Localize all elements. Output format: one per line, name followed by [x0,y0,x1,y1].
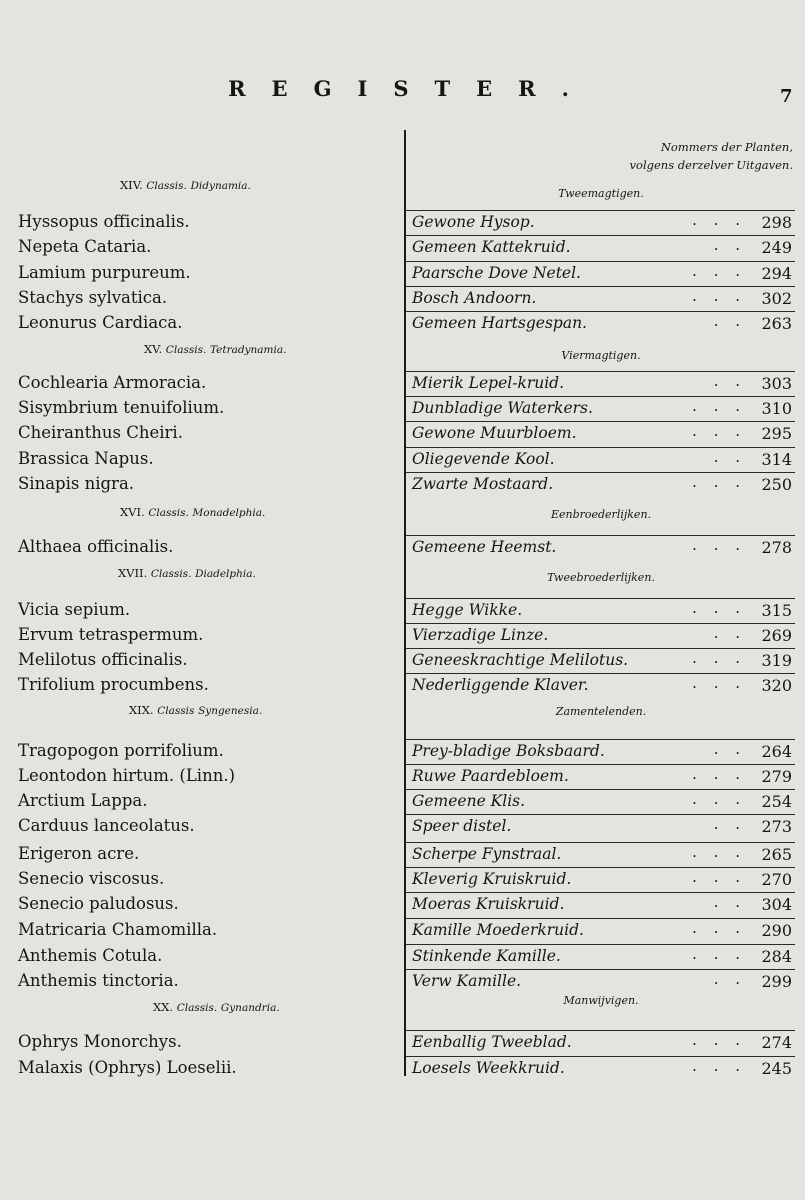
latin-name: Melilotus officinalis. [18,650,188,669]
section-roman: XIX. [129,703,154,717]
plant-number: 249 [761,238,792,257]
plant-number: 320 [761,676,792,695]
latin-name: Cheiranthus Cheiri. [18,423,183,442]
latin-name: Malaxis (Ophrys) Loeselii. [18,1058,237,1077]
dutch-name: Eenballig Tweeblad. [412,1033,572,1051]
dutch-name: Vierzadige Linze. [412,626,549,644]
register-row [406,892,795,917]
leader-dots: · · [713,376,746,394]
register-row [406,210,795,235]
register-row [406,842,795,867]
latin-name: Carduus lanceolatus. [18,816,195,835]
dutch-name: Nederliggende Klaver. [412,676,589,694]
register-row [406,739,795,764]
leader-dots: · · · [692,872,746,890]
dutch-name: Paarsche Dove Netel. [412,264,581,282]
register-row [406,764,795,789]
dutch-name: Dunbladige Waterkers. [412,399,593,417]
section-class-name: Gynandria. [220,1002,280,1014]
plant-number: 284 [761,947,792,966]
dutch-name: Gemeen Kattekruid. [412,238,571,256]
dutch-name: Loesels Weekkruid. [412,1059,565,1077]
group-heading: Tweemagtigen. [558,187,644,200]
register-row [406,867,795,892]
latin-name: Sinapis nigra. [18,474,135,493]
dutch-name: Scherpe Fynstraal. [412,845,562,863]
dutch-name: Kamille Moederkruid. [412,921,584,939]
register-row [406,472,795,497]
dutch-name: Gewone Hysop. [412,213,535,231]
register-row [406,261,795,286]
latin-name: Vicia sepium. [18,600,131,619]
latin-name: Anthemis tinctoria. [18,971,179,990]
register-row [406,311,795,336]
plant-number: 298 [761,213,792,232]
group-heading: Eenbroederlijken. [550,508,652,521]
plant-number: 315 [761,601,792,620]
section-heading [129,703,262,717]
register-row [406,814,795,839]
section-classis: Classis. [148,507,189,519]
latin-name: Arctium Lappa. [18,791,148,810]
section-classis: Classis [157,705,195,717]
dutch-name: Gemeene Klis. [412,792,526,810]
dutch-name: Verw Kamille. [412,972,522,990]
leader-dots: · · · [692,215,746,233]
leader-dots: · · · [692,477,746,495]
plant-number: 254 [761,792,792,811]
register-row [406,286,795,311]
leader-dots: · · · [692,1061,746,1079]
plant-number: 304 [761,895,792,914]
latin-name: Sisymbrium tenuifolium. [18,398,225,417]
plant-number: 245 [761,1059,792,1078]
leader-dots: · · [713,316,746,334]
latin-name: Senecio viscosus. [18,869,165,888]
column-header-line2: volgens derzelver Uitgaven. [629,158,793,172]
dutch-name: Stinkende Kamille. [412,947,561,965]
plant-number: 265 [761,845,792,864]
section-heading [118,566,256,580]
plant-number: 270 [761,870,792,889]
plant-number: 269 [761,626,792,645]
latin-name: Senecio paludosus. [18,894,179,913]
dutch-name: Gemeene Heemst. [412,538,557,556]
dutch-name: Gemeen Hartsgespan. [412,314,587,332]
latin-name: Althaea officinalis. [18,537,174,556]
plant-number: 319 [761,651,792,670]
dutch-name: Moeras Kruiskruid. [412,895,565,913]
register-row [406,918,795,943]
latin-name: Anthemis Cotula. [18,946,163,965]
section-roman: XVI. [120,505,145,519]
section-heading [120,505,265,519]
plant-number: 278 [761,538,792,557]
leader-dots: · · · [692,678,746,696]
leader-dots: · · · [692,923,746,941]
section-class-name: Monadelphia. [192,507,266,519]
dutch-name: Bosch Andoorn. [412,289,537,307]
plant-number: 250 [761,475,792,494]
plant-number: 273 [761,817,792,836]
section-heading [144,342,286,356]
register-row [406,371,795,396]
register-row [406,598,795,623]
group-heading: Manwijvigen. [563,994,639,1007]
section-roman: XX. [153,1000,174,1014]
latin-name: Nepeta Cataria. [18,237,152,256]
plant-number: 303 [761,374,792,393]
page-title: REGISTER. [228,76,595,101]
register-row [406,969,795,994]
leader-dots: · · · [692,291,746,309]
latin-name: Ophrys Monorchys. [18,1032,182,1051]
register-row [406,396,795,421]
register-row [406,535,795,560]
register-row [406,673,795,698]
plant-number: 314 [761,450,792,469]
register-row [406,1056,795,1081]
leader-dots: · · [713,452,746,470]
section-classis: Classis. [150,568,192,580]
latin-name: Ervum tetraspermum. [18,625,204,644]
section-classis: Classis. [146,180,187,192]
dutch-name: Oliegevende Kool. [412,450,555,468]
section-class-name: Diadelphia. [195,568,256,580]
register-row [406,789,795,814]
plant-number: 274 [761,1033,792,1052]
dutch-name: Hegge Wikke. [412,601,523,619]
leader-dots: · · · [692,847,746,865]
leader-dots: · · · [692,426,746,444]
group-heading: Zamentelenden. [555,705,647,718]
plant-number: 295 [761,424,792,443]
leader-dots: · · · [692,266,746,284]
leader-dots: · · [713,744,746,762]
plant-number: 302 [761,289,792,308]
latin-name: Trifolium procumbens. [18,675,209,694]
register-row [406,623,795,648]
latin-name: Cochlearia Armoracia. [18,373,207,392]
section-heading [153,1000,280,1014]
latin-name: Hyssopus officinalis. [18,212,190,231]
leader-dots: · · · [692,401,746,419]
dutch-name: Speer distel. [412,817,512,835]
leader-dots: · · [713,974,746,992]
dutch-name: Mierik Lepel-kruid. [412,374,565,392]
dutch-name: Gewone Muurbloem. [412,424,577,442]
plant-number: 310 [761,399,792,418]
latin-name: Erigeron acre. [18,844,140,863]
leader-dots: · · · [692,603,746,621]
leader-dots: · · · [692,949,746,967]
register-row [406,447,795,472]
section-classis: Classis. [176,1002,218,1014]
leader-dots: · · · [692,1035,746,1053]
column-header-line1: Nommers der Planten, [660,140,793,154]
section-classis: Classis. [165,344,207,356]
section-heading [120,178,251,192]
leader-dots: · · [713,819,746,837]
latin-name: Leonurus Cardiaca. [18,313,183,332]
section-roman: XVII. [118,566,148,580]
dutch-name: Geneeskrachtige Melilotus. [412,651,629,669]
plant-number: 264 [761,742,792,761]
register-row [406,944,795,969]
leader-dots: · · [713,240,746,258]
leader-dots: · · · [692,769,746,787]
section-class-name: Didynamia. [190,180,251,192]
section-class-name: Tetradynamia. [209,344,287,356]
plant-number: 290 [761,921,792,940]
section-roman: XIV. [120,178,143,192]
group-heading: Viermagtigen. [561,349,641,362]
latin-name: Matricaria Chamomilla. [18,920,218,939]
leader-dots: · · · [692,540,746,558]
latin-name: Tragopogon porrifolium. [18,741,224,760]
leader-dots: · · [713,628,746,646]
register-row [406,421,795,446]
plant-number: 299 [761,972,792,991]
plant-number: 263 [761,314,792,333]
latin-name: Lamium purpureum. [18,263,191,282]
section-roman: XV. [144,342,163,356]
page-number: 7 [780,86,793,107]
latin-name: Stachys sylvatica. [18,288,168,307]
dutch-name: Kleverig Kruiskruid. [412,870,572,888]
latin-name: Brassica Napus. [18,449,154,468]
leader-dots: · · · [692,794,746,812]
leader-dots: · · [713,897,746,915]
leader-dots: · · · [692,653,746,671]
dutch-name: Zwarte Mostaard. [412,475,554,493]
dutch-name: Ruwe Paardebloem. [412,767,569,785]
dutch-name: Prey-bladige Boksbaard. [412,742,605,760]
register-row [406,648,795,673]
group-heading: Tweebroederlijken. [547,571,655,584]
latin-name: Leontodon hirtum. (Linn.) [18,766,236,785]
register-row [406,235,795,260]
plant-number: 294 [761,264,792,283]
plant-number: 279 [761,767,792,786]
register-row [406,1030,795,1055]
section-class-name: Syngenesia. [198,705,263,717]
